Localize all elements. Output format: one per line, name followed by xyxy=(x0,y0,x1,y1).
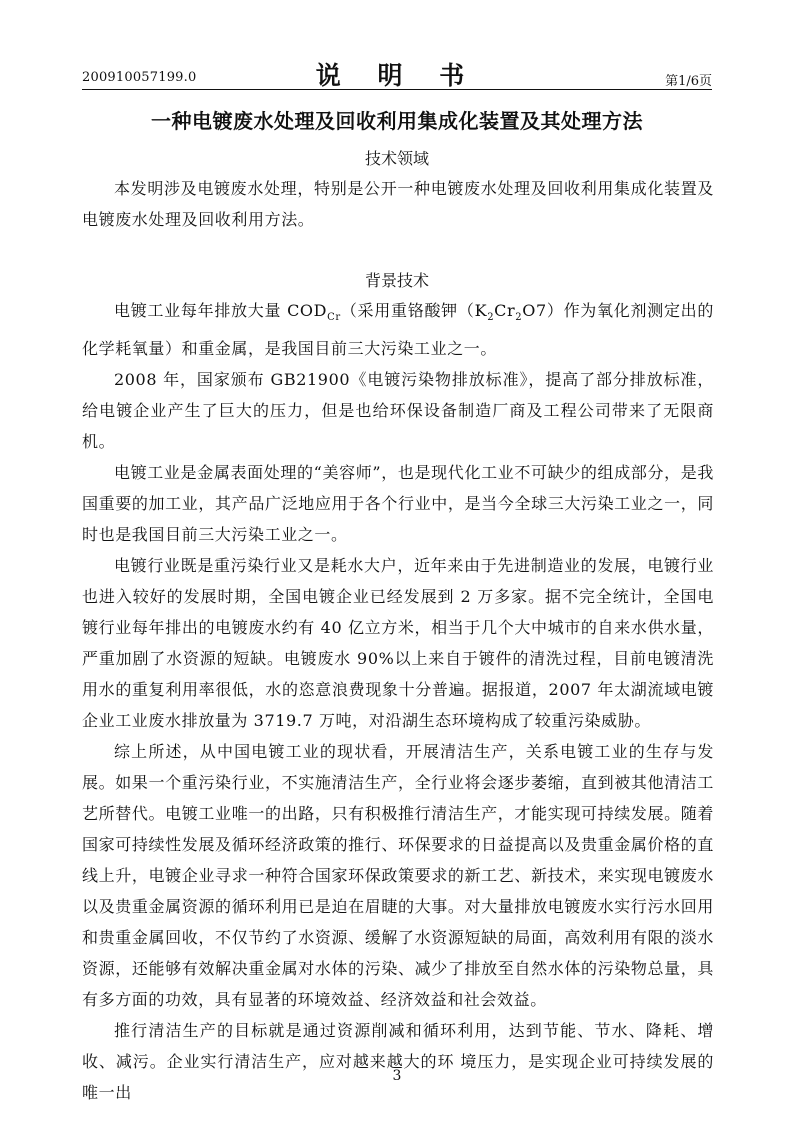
document-type: 说 明 书 xyxy=(315,61,479,90)
header-rule xyxy=(82,89,712,90)
application-number: 200910057199.0 xyxy=(82,70,197,85)
paragraph: 电镀工业是金属表面处理的“美容师”，也是现代化工业不可缺少的组成部分，是我国重要的加工业，其产品广泛地应用于各个行业中，是当今全球三大污染工业之一，同时也是我国目前三大污染工业之一。 xyxy=(82,463,714,545)
section-heading-field: 技术领域 xyxy=(364,149,429,168)
paragraph: 综上所述，从中国电镀工业的现状看，开展清洁生产，关系电镀工业的生存与发展。如果一个重污染行业，不实施清洁生产，全行业将会逐步萎缩，直到被其他清洁工艺所替代。电镀工业唯一的出路，只有积极推行清洁生产，才能实现可持续发展。随着国家可持续性发展及循环经济政策的推行、环保要求的日益提高以及贵重金属价格的直线上升，电镀企业寻求一种符合国家环保政策要求的新工艺、新技术，来实现电镀废水以及贵重金属资源的循环利用已是迫在眉睫的大事。对大量排放电镀废水实行污水回用和贵重金属回收，不仅节约了水资源、缓解了水资源短缺的局面，高效利用有限的淡水资源，还能够有效解决重金属对水体的污染、减少了排放至自然水体的污染物总量，具有多方面的功效，具有显著的环境效益、经济效益和社会效益。 xyxy=(82,742,714,1010)
paragraph: 本发明涉及电镀废水处理，特别是公开一种电镀废水处理及回收利用集成化装置及电镀废水处理及回收利用方法。 xyxy=(82,179,714,229)
paragraph: 电镀行业既是重污染行业又是耗水大户，近年来由于先进制造业的发展，电镀行业也进入较好的发展时期，全国电镀企业已经发展到 2 万多家。据不完全统计，全国电镀行业每年排出的电镀废水约有 40 亿立方米，相当于几个大中城市的自来水供水量，严重加剧了水资源的短缺。电镀废水 90%以上来自于镀件的清洗过程，目前电镀清洗用水的重复利用率很低，水的恣意浪费现象十分普遍。据报道，2007 年太湖流域电镀企业工业废水排放量为 3719.7 万吨，对沿湖生态环境构成了较重污染威胁。 xyxy=(82,556,714,731)
section-heading-background: 背景技术 xyxy=(364,271,429,290)
field-content xyxy=(82,173,714,235)
page-number: 3 xyxy=(392,1068,402,1084)
document-title: 一种电镀废水处理及回收利用集成化装置及其处理方法 xyxy=(151,109,643,133)
page-indicator: 第1/6页 xyxy=(665,74,712,89)
paragraph: 推行清洁生产的目标就是通过资源削减和循环利用，达到节能、节水、降耗、增收、减污。企业实行清洁生产，应对越来越大的环 境压力，是实现企业可持续发展的唯一出 xyxy=(82,1021,714,1103)
paragraph: 2008 年，国家颁布 GB21900《电镀污染物排放标准》，提高了部分排放标准，给电镀企业产生了巨大的压力，但是也给环保设备制造厂商及工程公司带来了无限商机。 xyxy=(82,370,714,452)
background-content xyxy=(82,295,714,1108)
page-header xyxy=(82,50,712,90)
paragraph: 电镀工业每年排放大量 $COD_{Cr}$（采用重铬酸钾$(K_2Cr_2O7)$作为氧化剂测定出的化学耗氧量）和重金属，是我国目前三大污染工业之一。 xyxy=(82,301,714,359)
